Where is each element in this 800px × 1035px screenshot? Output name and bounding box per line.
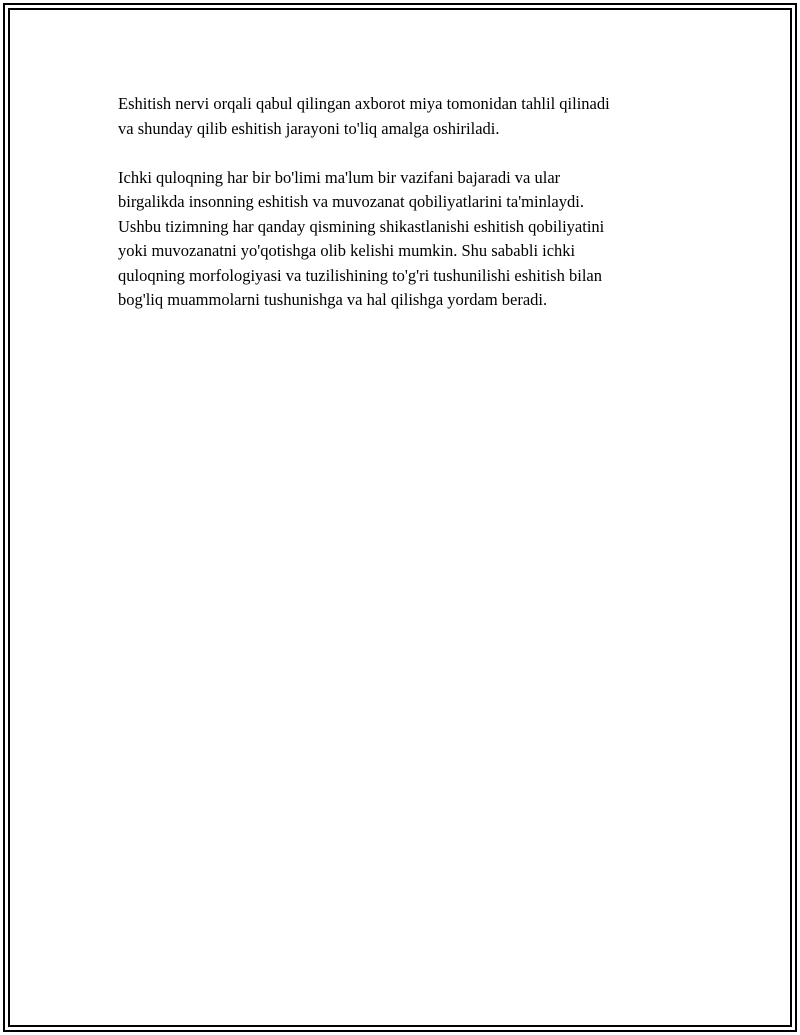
- paragraph-line: quloqning morfologiyasi va tuzilishining to'g'ri tushunilishi eshitish bilan: [118, 265, 602, 285]
- paragraph-line: yoki muvozanatni yo'qotishga olib kelishi mumkin. Shu sababli ichki: [118, 241, 576, 260]
- paragraph-line: Eshitish nervi orqali qabul qilingan axborot miya tomonidan tahlil qilinadi: [118, 94, 610, 113]
- paragraph-2: [118, 166, 688, 313]
- paragraph-1: [118, 92, 688, 141]
- paragraph-line: Ushbu tizimning har qanday qismining shikastlanishi eshitish qobiliyatini: [118, 216, 605, 236]
- document-body: [118, 92, 688, 313]
- paragraph-line: birgalikda insonning eshitish va muvozanat qobiliyatlarini ta'minlaydi.: [118, 192, 584, 211]
- paragraph-line: va shunday qilib eshitish jarayoni to'liq amalga oshiriladi.: [118, 118, 500, 138]
- paragraph-line: Ichki quloqning har bir bo'limi ma'lum bir vazifani bajaradi va ular: [118, 167, 561, 187]
- paragraph-line: bog'liq muammolarni tushunishga va hal qilishga yordam beradi.: [118, 290, 548, 309]
